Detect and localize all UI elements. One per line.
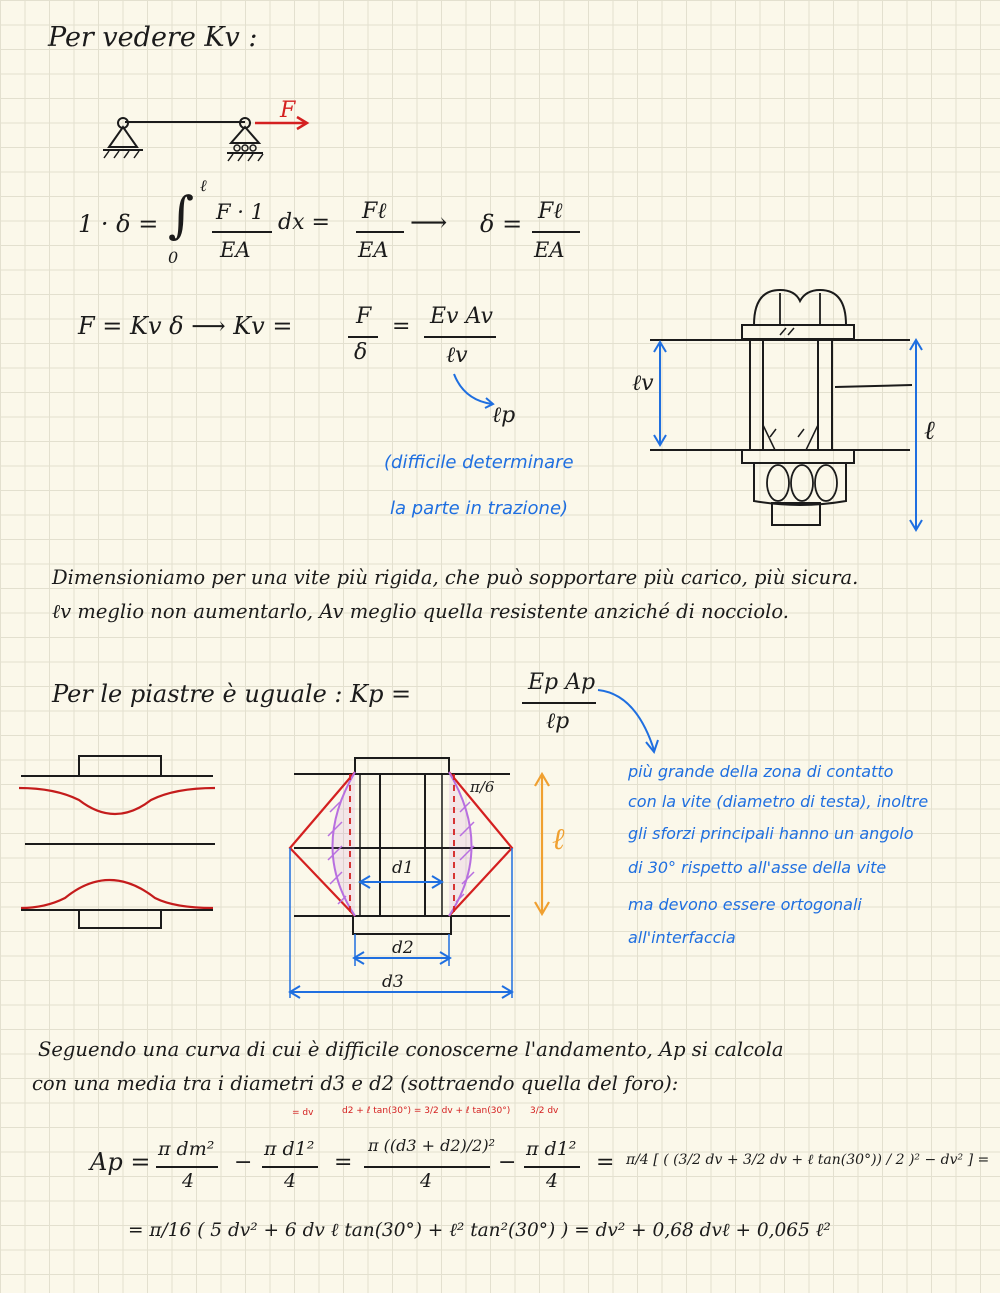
annotation-d3: d2 + ℓ tan(30°) = 3/2 dv + ℓ tan(30°)	[342, 1106, 511, 1116]
eq-plates-lhs: Per le piastre è uguale : Kp =	[52, 680, 412, 708]
ap-t4-num: π d1²	[526, 1138, 577, 1160]
integral-sign: ∫	[168, 186, 195, 244]
ap-t4-den: 4	[546, 1170, 559, 1192]
note-1-line-2: la parte in trazione)	[390, 498, 569, 519]
ap-t3-num: π ((d3 + d2)/2)²	[368, 1136, 495, 1155]
frac2-den: EA	[358, 238, 389, 262]
eq-work-lhs: 1 · δ =	[78, 210, 159, 238]
eq-plates-num: Ep Ap	[528, 670, 596, 695]
heading: Per vedere Kv :	[48, 22, 258, 53]
ap-eq-2: =	[596, 1150, 615, 1175]
bolt-lv-label: ℓv	[632, 371, 654, 396]
eq-work-dx: dx =	[278, 210, 330, 235]
integral-upper: ℓ	[200, 176, 207, 195]
note-2-line-3: gli sforzi principali hanno un angolo	[628, 824, 914, 843]
note-1-line-1: (difficile determinare	[384, 452, 574, 473]
d3-label: d3	[382, 972, 404, 992]
note-2-line-4: di 30° rispetto all'asse della vite	[628, 858, 887, 877]
frac1-den: EA	[220, 238, 251, 262]
ap-t2-num: π d1²	[264, 1138, 315, 1160]
note-2-line-1: più grande della zona di contatto	[628, 762, 894, 781]
frac1-num: F · 1	[216, 200, 264, 224]
ap-t3-bar	[364, 1166, 490, 1168]
frac-b-den: ℓv	[446, 343, 468, 368]
frac3-bar	[532, 231, 580, 233]
ap-t3-den: 4	[420, 1170, 433, 1192]
annotation-d2: 3/2 dv	[530, 1106, 559, 1116]
note-2-line-2: con la vite (diametro di testa), inoltre	[628, 792, 929, 811]
frac-b-bar	[424, 336, 496, 338]
plates-pressure-sketch	[15, 750, 225, 935]
formula-result: = π/16 ( 5 dv² + 6 dv ℓ tan(30°) + ℓ² tan²(30°) ) = dv² + 0,68 dvℓ + 0,065 ℓ²	[128, 1220, 831, 1241]
ap-minus-1: −	[234, 1150, 253, 1175]
frac-eq: =	[392, 314, 411, 339]
ap-t2-bar	[262, 1166, 318, 1168]
ap-t1-num: π dm²	[158, 1138, 215, 1160]
ap-t5: π/4 [ ( (3/2 dv + 3/2 dv + ℓ tan(30°)) / 2 )² − dv² ] =	[626, 1152, 990, 1168]
d1-label: d1	[392, 858, 414, 878]
note-2-line-5: ma devono essere ortogonali	[628, 895, 862, 914]
ap-t1-bar	[156, 1166, 218, 1168]
eq-plates-den: ℓp	[546, 709, 570, 734]
eq-stiffness-lhs: F = Kv δ ⟶ Kv =	[78, 312, 293, 340]
paragraph-2-line-1: Seguendo una curva di cui è difficile conoscerne l'andamento, Ap si calcola	[38, 1038, 784, 1061]
angle-label: π/6	[470, 778, 495, 796]
frac-a-den: δ	[354, 340, 368, 365]
ap-t2-den: 4	[284, 1170, 297, 1192]
d2-label: d2	[392, 938, 414, 958]
lp-label: ℓp	[492, 403, 516, 428]
eq-work-arrow: ⟶	[410, 208, 448, 238]
ap-minus-2: −	[498, 1150, 517, 1175]
plate-l-label: ℓ	[552, 822, 565, 857]
bolt-l-label: ℓ	[924, 416, 935, 446]
note-2-line-6: all'interfaccia	[628, 928, 736, 947]
force-label: F	[280, 98, 296, 123]
paragraph-1-line-1: Dimensioniamo per una vite più rigida, che può sopportare più carico, più sicura.	[52, 566, 859, 589]
ap-lhs: Ap =	[90, 1148, 151, 1176]
plates-note-arrow	[596, 680, 666, 760]
frac-b-num: Ev Av	[430, 304, 493, 329]
eq-plates-bar	[522, 702, 596, 704]
frac1-bar	[212, 231, 272, 233]
annotation-d1: = dv	[292, 1108, 314, 1118]
paragraph-2-line-2: con una media tra i diametri d3 e d2 (sottraendo quella del foro):	[32, 1072, 679, 1095]
ap-eq-1: =	[334, 1150, 353, 1175]
integral-lower: 0	[168, 248, 179, 267]
frac2-bar	[356, 231, 404, 233]
frac3-den: EA	[534, 238, 565, 262]
ap-t4-bar	[524, 1166, 580, 1168]
frac-a-num: F	[356, 304, 372, 329]
frac-a-bar	[348, 336, 378, 338]
eq-work-delta: δ =	[480, 210, 523, 238]
bolt-assembly-drawing	[620, 285, 940, 535]
ap-t1-den: 4	[182, 1170, 195, 1192]
frac2-num: Fℓ	[362, 199, 387, 224]
frac3-num: Fℓ	[538, 199, 563, 224]
paragraph-1-line-2: ℓv meglio non aumentarlo, Av meglio quella resistente anziché di nocciolo.	[52, 600, 789, 623]
